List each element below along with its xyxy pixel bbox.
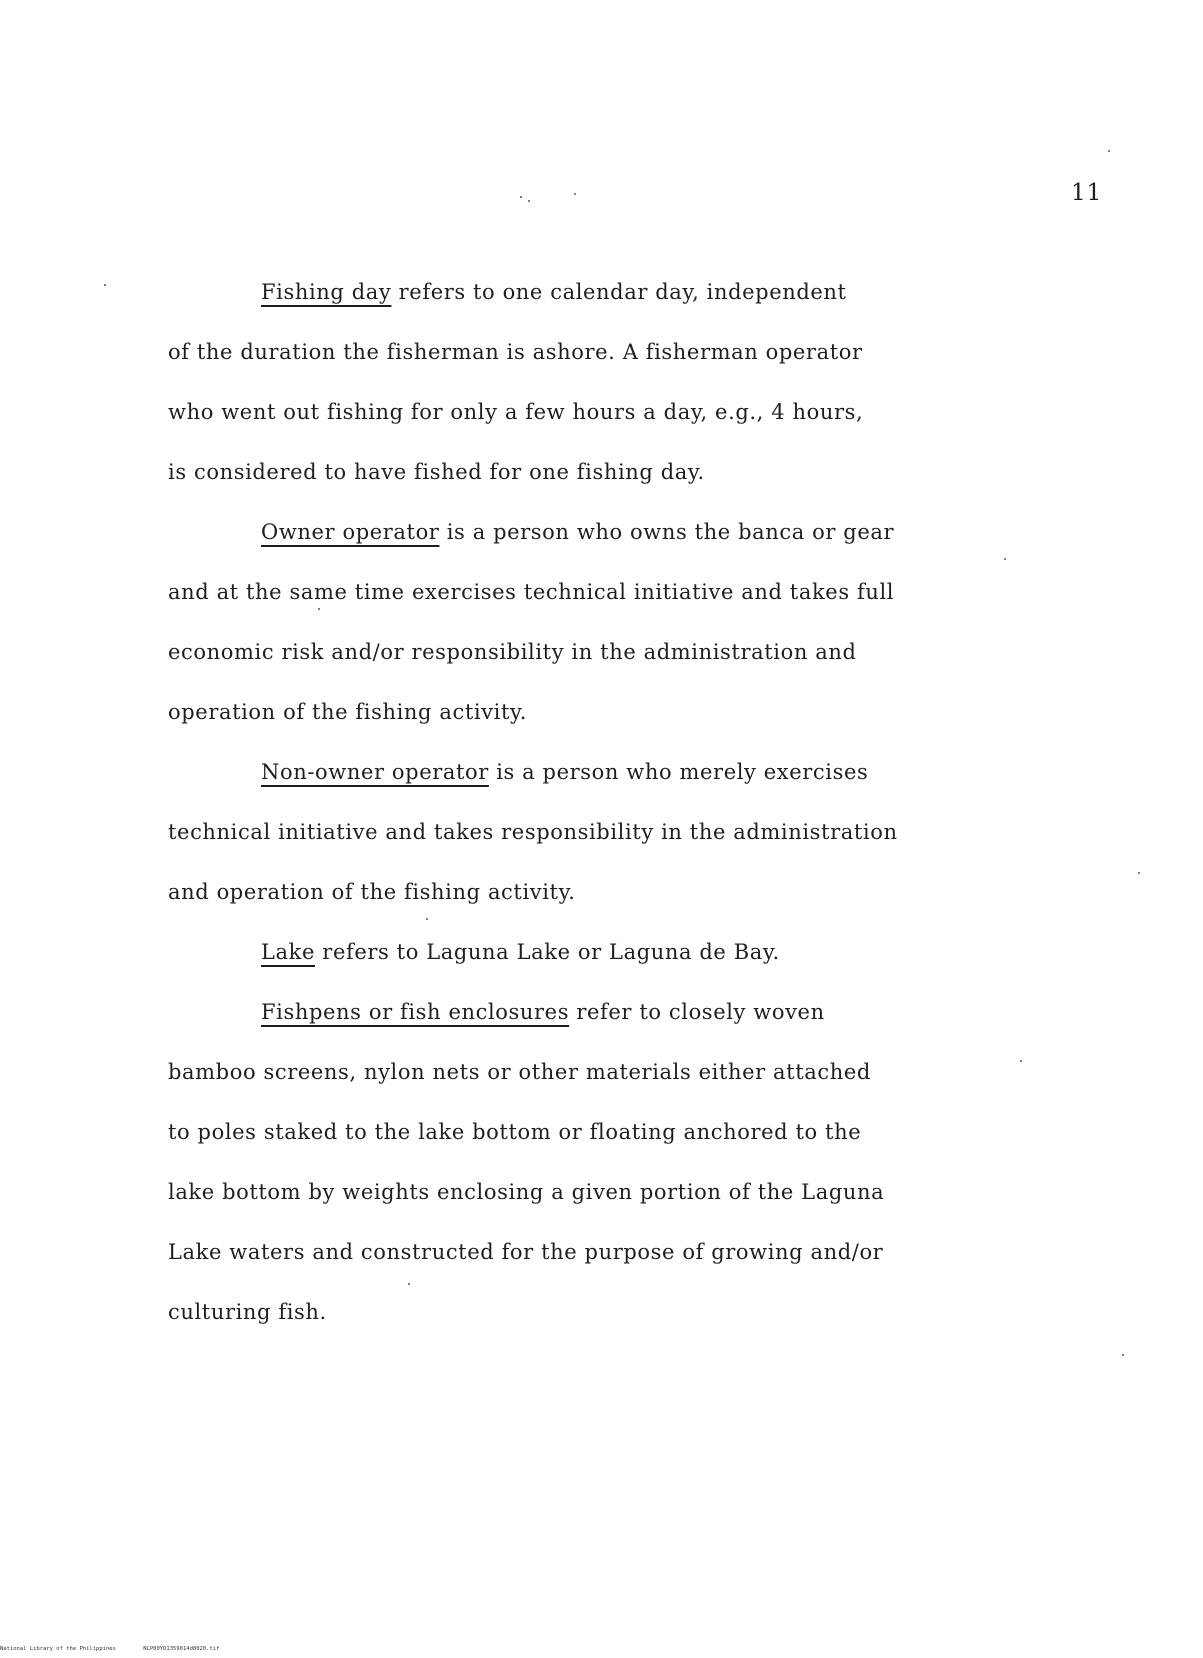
definition-text: refers to Laguna Lake or Laguna de Bay.	[315, 940, 780, 964]
paragraph-line: economic risk and/or responsibility in the administration and	[168, 640, 857, 664]
scan-speck	[318, 608, 320, 610]
scan-speck	[1138, 872, 1140, 874]
defined-term: Non-owner operator	[261, 760, 489, 784]
paragraph-line: of the duration the fisherman is ashore. A fisherman operator	[168, 340, 863, 364]
paragraph-line: who went out fishing for only a few hours a day, e.g., 4 hours,	[168, 400, 864, 424]
paragraph-line: culturing fish.	[168, 1300, 327, 1324]
paragraph-first-line	[168, 922, 1028, 982]
paragraph-line: Lake waters and constructed for the purpose of growing and/or	[168, 1240, 884, 1264]
defined-term: Lake	[261, 940, 316, 964]
paragraph-first-line	[168, 502, 1028, 562]
scan-speck	[574, 193, 576, 195]
paragraph-line: operation of the fishing activity.	[168, 700, 527, 724]
paragraph-line: bamboo screens, nylon nets or other materials either attached	[168, 1060, 871, 1084]
scan-speck	[408, 1283, 410, 1285]
scan-speck	[528, 200, 530, 202]
defined-term: Fishing day	[261, 280, 392, 304]
defined-term: Owner operator	[261, 520, 440, 544]
paragraph-line: technical initiative and takes responsibility in the administration	[168, 820, 898, 844]
definition-text: is a person who merely exercises	[488, 760, 869, 784]
scan-footer	[0, 1646, 219, 1652]
paragraph-first-line	[168, 982, 1028, 1042]
definition-text: refers to one calendar day, independent	[391, 280, 847, 304]
paragraph-first-line	[168, 742, 1028, 802]
paragraph-line: to poles staked to the lake bottom or floating anchored to the	[168, 1120, 862, 1144]
page-number: 11	[1071, 180, 1103, 206]
scan-speck	[1108, 150, 1110, 152]
scan-speck	[1004, 558, 1006, 560]
scan-speck	[104, 284, 106, 286]
paragraph-line: lake bottom by weights enclosing a given portion of the Laguna	[168, 1180, 885, 1204]
definition-text: refer to closely woven	[569, 1000, 825, 1024]
scan-speck	[1020, 1060, 1022, 1062]
definition-text: is a person who owns the banca or gear	[439, 520, 895, 544]
scan-speck	[520, 196, 522, 198]
paragraph-line: and operation of the fishing activity.	[168, 880, 576, 904]
paragraph-line: is considered to have fished for one fishing day.	[168, 460, 705, 484]
defined-term: Fishpens or fish enclosures	[261, 1000, 570, 1024]
library-credit: National Library of the Philippines	[0, 1646, 116, 1652]
paragraph-line: and at the same time exercises technical initiative and takes full	[168, 580, 895, 604]
file-name: NLP00YD1359014d0020.tif	[143, 1646, 220, 1652]
scan-speck	[426, 918, 428, 920]
scan-speck	[1122, 1354, 1124, 1356]
paragraph-first-line	[168, 262, 1028, 322]
document-body	[168, 262, 1028, 1342]
